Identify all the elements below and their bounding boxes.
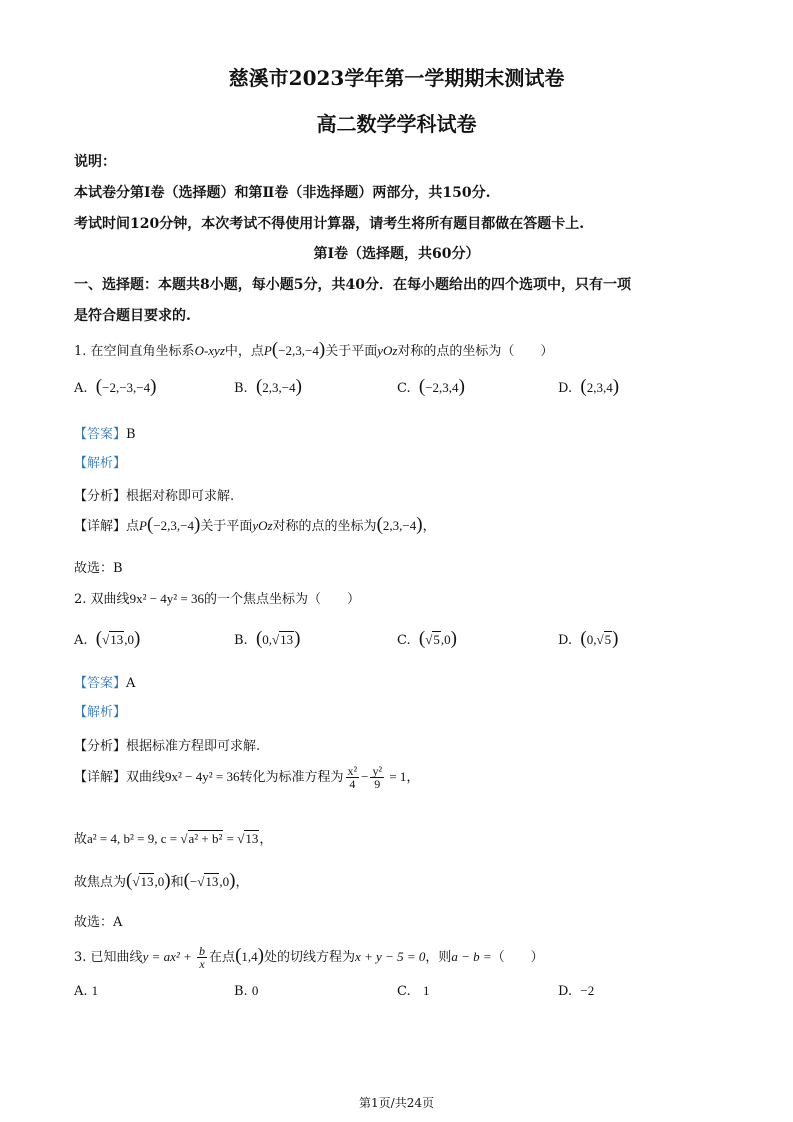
question-3-stem: 3. 已知曲线y = ax² + $\frac{b}{x}$ 在点(1,4)处的切线方程为x + y − 5 = 0，则a − b =（ ） (74, 944, 544, 971)
question-2-detail-line-3: 故焦点为(√13,0)和(−√13,0)， (74, 870, 249, 891)
question-2-option-b: B. (0,√13) (234, 628, 301, 649)
question-1-option-d: D. (2,3,4) (558, 376, 620, 397)
question-2-detail: 【详解】双曲线9x² − 4y² = 36转化为标准方程为 $\frac{\text{x²}}{4}$ − $\frac{\text{y²}}{9}$ = 1， (74, 764, 420, 791)
exam-title: 慈溪市2023学年第一学期期末测试卷 (228, 66, 565, 90)
question-2-answer: 【答案】A (74, 676, 136, 691)
question-number: 3. (74, 950, 87, 965)
exam-subtitle: 高二数学学科试卷 (316, 112, 477, 136)
instructions-line-1: 本试卷分第Ⅰ卷（选择题）和第Ⅱ卷（非选择题）两部分，共150分. (74, 185, 491, 201)
question-3-option-c: C. 1 (397, 983, 430, 999)
question-1-fenxi: 【分析】根据对称即可求解. (74, 489, 235, 504)
question-1-stem: 1. 在空间直角坐标系O-xyz中，点P(−2,3,−4)关于平面yOz对称的点的坐标为（ ） (74, 339, 554, 360)
question-3-option-d: D. −2 (558, 983, 595, 999)
question-number: 2. (74, 592, 87, 607)
section-intro-line-1: 一、选择题：本题共8小题，每小题5分，共40分．在每小题给出的四个选项中，只有一项 (74, 277, 631, 293)
question-2-fenxi: 【分析】根据标准方程即可求解. (74, 739, 261, 754)
question-2-choice: 故选：A (74, 915, 123, 930)
question-2-analysis-label: 【解析】 (74, 705, 127, 720)
page-footer: 第1页/共24页 (359, 1096, 434, 1110)
question-2-stem: 2. 双曲线9x² − 4y² = 36的一个焦点坐标为（ ） (74, 591, 361, 607)
question-2-detail-line-2: 故a² = 4, b² = 9, c = √a² + b² = √13， (74, 831, 273, 847)
question-number: 1. (74, 344, 87, 359)
question-1-option-a: A. (−2,−3,−4) (74, 376, 157, 397)
question-2-option-c: C. (√5,0) (397, 628, 457, 649)
question-1-detail: 【详解】点P(−2,3,−4)关于平面yOz对称的点的坐标为(2,3,−4)， (74, 514, 436, 535)
question-3-option-a: A. 1 (74, 983, 99, 999)
question-1-choice: 故选：B (74, 561, 123, 576)
question-2-option-a: A. (√13,0) (74, 628, 141, 649)
question-1-answer: 【答案】B (74, 427, 136, 442)
question-1-option-b: B. (2,3,−4) (234, 376, 302, 397)
question-1-option-c: C. (−2,3,4) (397, 376, 465, 397)
instructions-line-2: 考试时间120分钟，本次考试不得使用计算器，请考生将所有题目都做在答题卡上. (74, 216, 585, 232)
question-2-option-d: D. (0,√5) (558, 628, 619, 649)
question-1-analysis-label: 【解析】 (74, 456, 127, 471)
question-3-option-b: B. 0 (234, 983, 259, 999)
section-heading: 第Ⅰ卷（选择题，共60分） (313, 246, 480, 262)
section-intro-line-2: 是符合题目要求的. (74, 308, 191, 324)
instructions-label: 说明： (74, 154, 116, 170)
